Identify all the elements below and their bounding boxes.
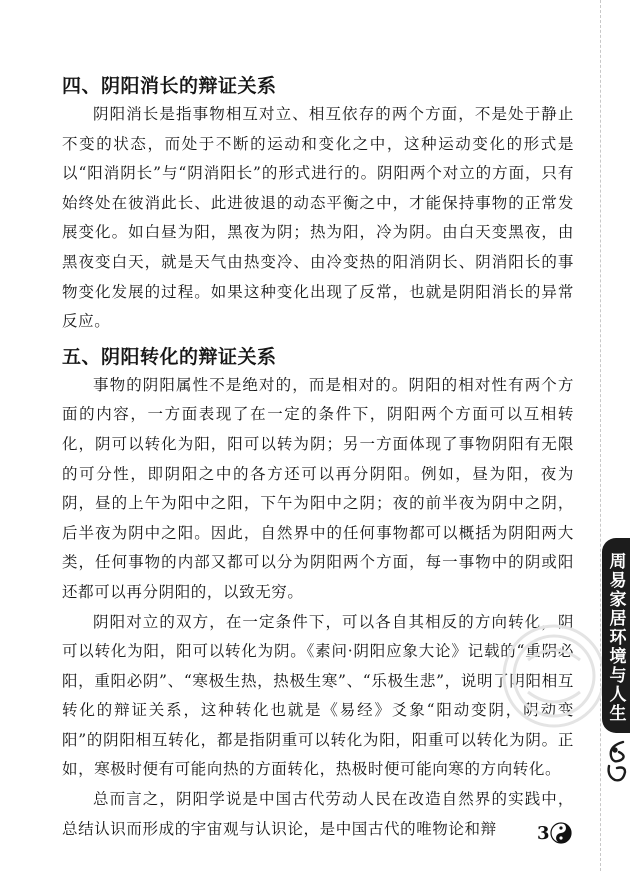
book-title: 周易家居环境与人生: [605, 552, 626, 723]
margin-divider: [600, 0, 601, 871]
section-heading-yinyang-transformation: 五、阴阳转化的辩证关系: [62, 345, 277, 368]
paragraph: 事物的阴阳属性不是绝对的，而是相对的。阴阳的相对性有两个方面的内容，一方面表现了在一定的条件下，阴阳两个方面可以互相转化，阴可以转化为阳，阳可以转为阴；另一方面体现了事物阴阳有无限的可分性，即阴阳之中的各方还可以再分阴阳。例如，昼为阳，夜为阴，昼的上午为阳中之阳，下午为阳中之阴；夜的前半夜为阴中之阴，后半夜为阴中之阳。因此，自然界中的任何事物都可以概括为阴阳两大类，任何事物的内部又都可以分为阴阳两个方面，每一事物中的阴或阳还都可以再分阴阳的，以致无穷。: [62, 375, 574, 601]
paragraph: 阴阳对立的双方，在一定条件下，可以各自其相反的方向转化，阴可以转化为阳，阳可以转化为阴。《素问·阴阳应象大论》记载的“重阴必阳，重阳必阴”、“寒极生热，热极生寒”、“乐极生悲”，说明了阴阳相互转化的辩证关系，这种转化也就是《易经》爻象“阳动变阴，阴动变阳”的阴阳相互转化，都是指阴重可以转化为阳，阳重可以转化为阴。正如，寒极时便有可能向热的方面转化，热极时便可能向寒的方向转化。: [62, 612, 574, 779]
watermark-stamp: [498, 620, 610, 732]
paragraph: 总而言之，阴阳学说是中国古代劳动人民在改造自然界的实践中，总结认识而形成的宇宙观与认识论，是中国古代的唯物论和辩: [62, 790, 574, 838]
dragon-icon: [603, 738, 629, 784]
paragraph: 阴阳消长是指事物相互对立、相互依存的两个方面，不是处于静止不变的状态，而处于不断的运动和变化之中，这种运动变化的形式是以“阳消阴长”与“阴消阳长”的形式进行的。阴阳两个对立的方面，只有始终处在彼消此长、此进彼退的动态平衡之中，才能保持事物的正常发展变化。如白昼为阳，黑夜为阴；热为阳，冷为阴。由白天变黑夜，由黑夜变白天，就是天气由热变冷、由冷变热的阳消阴长、阴消阳长的事物变化发展的过程。如果这种变化出现了反常，也就是阴阳消长的异常反应。: [62, 105, 574, 331]
section-heading-yinyang-waxing-waning: 四、阴阳消长的辩证关系: [62, 75, 277, 97]
yin-yang-icon: [550, 822, 572, 844]
side-chapter-tab: [602, 538, 630, 733]
page-number: 3: [537, 823, 550, 844]
